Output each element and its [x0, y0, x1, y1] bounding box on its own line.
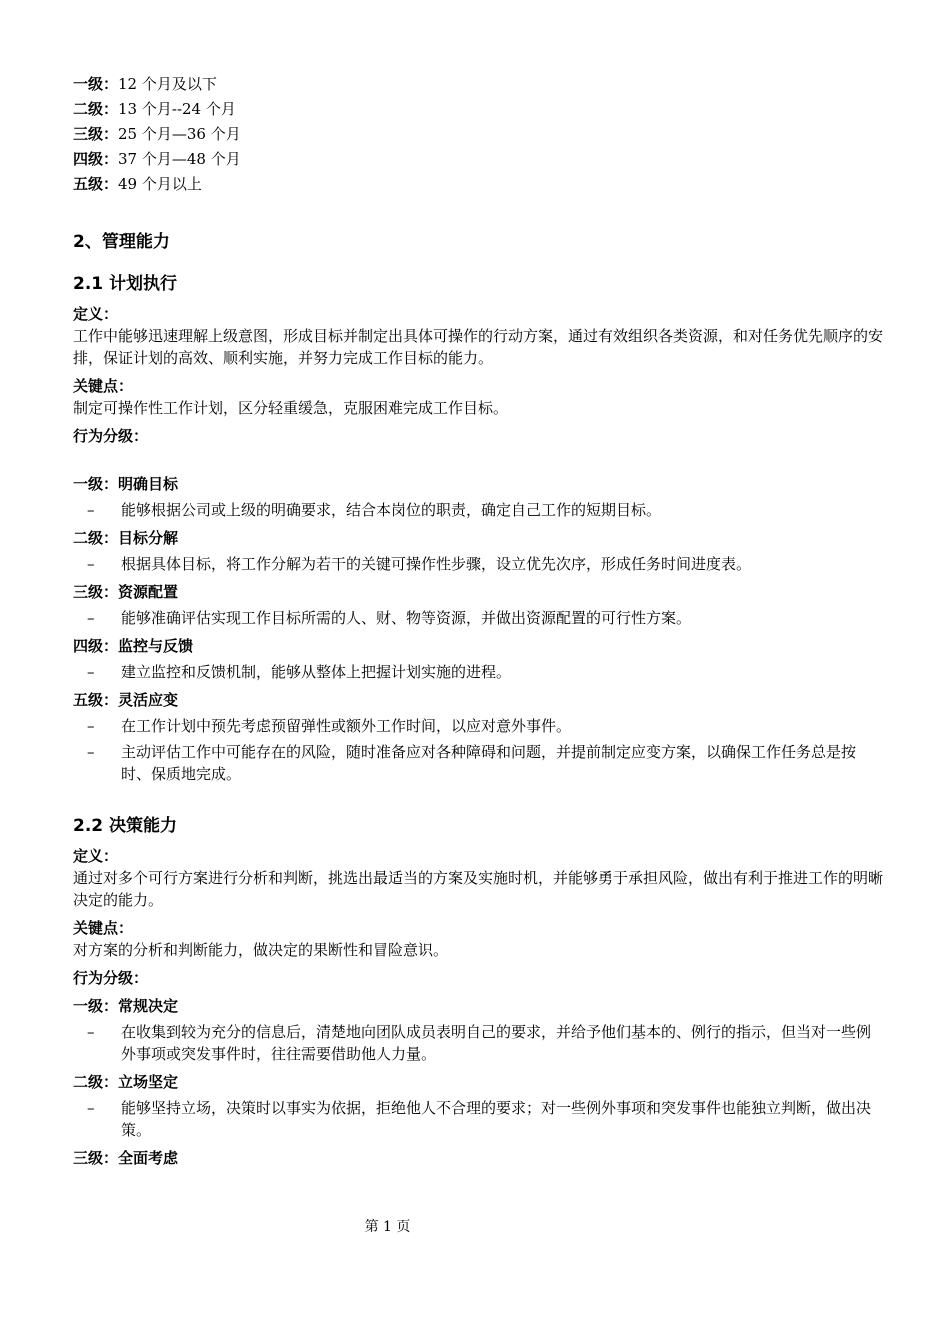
dash-bullet: – [87, 555, 95, 573]
behavior-level-title: 三级：资源配置 [73, 583, 179, 601]
tenure-levels [73, 72, 883, 197]
definition-label: 定义： [73, 305, 119, 323]
behavior-item: – 在收集到较为充分的信息后，清楚地向团队成员表明自己的要求，并给予他们基本的、例行的指示，但当对一些例外事项或突发事件时，往往需要借助他人力量。 [87, 1023, 872, 1063]
behavior-item: – 能够根据公司或上级的明确要求，结合本岗位的职责，确定自己工作的短期目标。 [87, 501, 662, 519]
behavior-level-title: 三级：全面考虑 [73, 1149, 179, 1167]
key-points-label: 关键点： [73, 377, 134, 395]
page-footer: 第 1 页 [364, 1219, 411, 1235]
behavior-levels-label: 行为分级： [73, 427, 149, 445]
behavior-item: – 能够坚持立场，决策时以事实为依据，拒绝他人不合理的要求；对一些例外事项和突发事件也能独立判断，做出决策。 [87, 1099, 872, 1139]
definition-text: 通过对多个可行方案进行分析和判断，挑选出最适当的方案及实施时机，并能够勇于承担风险，做出有利于推进工作的明晰决定的能力。 [73, 869, 884, 909]
key-points-text: 对方案的分析和判断能力，做决定的果断性和冒险意识。 [73, 941, 449, 959]
document-page [73, 72, 883, 1169]
behavior-item: – 在工作计划中预先考虑预留弹性或额外工作时间，以应对意外事件。 [87, 717, 572, 735]
dash-bullet: – [87, 501, 95, 519]
tenure-level-4: 四级：37 个月—48 个月 [73, 150, 241, 168]
behavior-levels-label: 行为分级： [73, 969, 149, 987]
behavior-item: – 根据具体目标，将工作分解为若干的关键可操作性步骤，设立优先次序，形成任务时间进度表。 [87, 555, 752, 573]
subsection-heading-planning: 2.1 计划执行 [73, 274, 178, 294]
subsection-heading-decision: 2.2 决策能力 [73, 816, 178, 836]
tenure-level-5: 五级：49 个月以上 [73, 175, 202, 193]
behavior-level-title: 二级：立场坚定 [73, 1073, 179, 1091]
behavior-item: – 主动评估工作中可能存在的风险，随时准备应对各种障碍和问题，并提前制定应变方案，以确保工作任务总是按时、保质地完成。 [87, 743, 857, 783]
tenure-level-3: 三级：25 个月—36 个月 [73, 125, 241, 143]
behavior-level-title: 一级：常规决定 [73, 997, 179, 1015]
behavior-level-title: 四级：监控与反馈 [73, 637, 194, 655]
key-points-label: 关键点： [73, 919, 134, 937]
tenure-level-2: 二级：13 个月--24 个月 [73, 100, 236, 118]
tenure-level-1: 一级：12 个月及以下 [73, 75, 217, 93]
definition-label: 定义： [73, 847, 119, 865]
behavior-item: – 能够准确评估实现工作目标所需的人、财、物等资源，并做出资源配置的可行性方案。 [87, 609, 692, 627]
dash-bullet: – [87, 1023, 95, 1041]
section-heading-management: 2、管理能力 [73, 232, 170, 252]
behavior-level-title: 二级：目标分解 [73, 529, 179, 547]
behavior-item: – 建立监控和反馈机制，能够从整体上把握计划实施的进程。 [87, 663, 512, 681]
dash-bullet: – [87, 743, 95, 761]
behavior-level-title: 五级：灵活应变 [73, 691, 179, 709]
dash-bullet: – [87, 609, 95, 627]
dash-bullet: – [87, 1099, 95, 1117]
dash-bullet: – [87, 663, 95, 681]
key-points-text: 制定可操作性工作计划，区分轻重缓急，克服困难完成工作目标。 [73, 399, 509, 417]
definition-text: 工作中能够迅速理解上级意图，形成目标并制定出具体可操作的行动方案，通过有效组织各类资源，和对任务优先顺序的安排，保证计划的高效、顺利实施，并努力完成工作目标的能力。 [73, 327, 884, 367]
behavior-level-title: 一级：明确目标 [73, 475, 179, 493]
dash-bullet: – [87, 717, 95, 735]
